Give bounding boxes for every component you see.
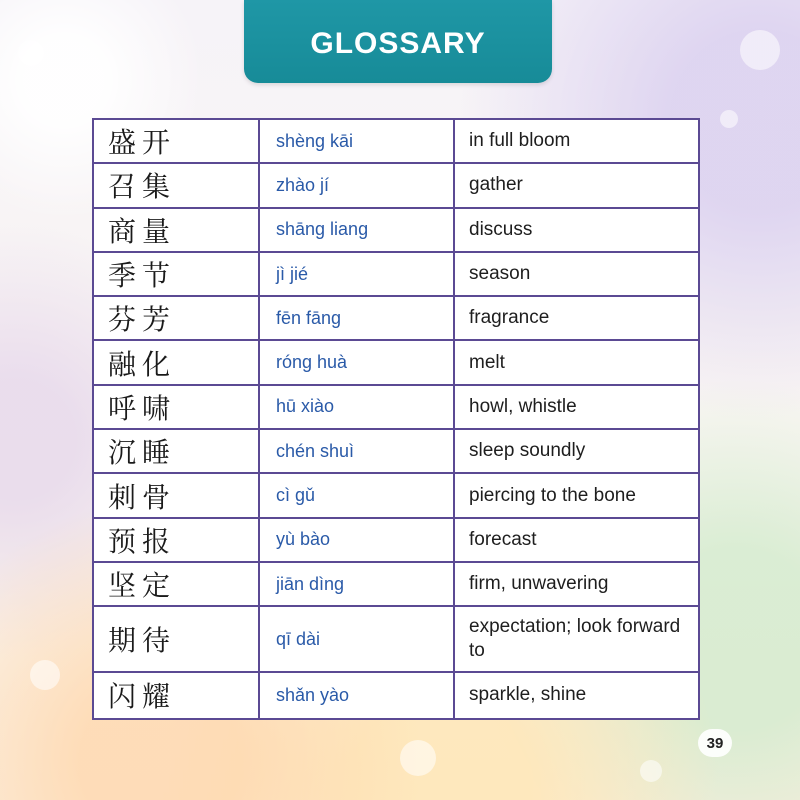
hanzi-cell: 刺骨 [94, 474, 260, 516]
pinyin-cell: jiān dìng [260, 563, 455, 605]
table-row [94, 253, 698, 297]
pinyin-cell: shāng liang [260, 209, 455, 251]
english-cell: sleep soundly [469, 440, 586, 462]
english-cell: fragrance [469, 307, 550, 329]
hanzi-cell: 呼啸 [94, 386, 260, 428]
hanzi-cell: 沉睡 [94, 430, 260, 472]
english-cell: forecast [469, 528, 537, 550]
pinyin-cell: shèng kāi [260, 120, 455, 162]
table-row [94, 341, 698, 385]
table-row [94, 563, 698, 607]
english-cell: season [469, 263, 531, 285]
table-row [94, 297, 698, 341]
english-cell: sparkle, shine [469, 684, 587, 706]
hanzi-cell: 芬芳 [94, 297, 260, 339]
pinyin-cell: fēn fāng [260, 297, 455, 339]
hanzi-cell: 召集 [94, 164, 260, 206]
table-row [94, 430, 698, 474]
english-cell: in full bloom [469, 130, 571, 152]
pinyin-cell: zhào jí [260, 164, 455, 206]
pinyin-cell: jì jié [260, 253, 455, 295]
pinyin-cell: yù bào [260, 519, 455, 561]
hanzi-cell: 坚定 [94, 563, 260, 605]
hanzi-cell: 闪耀 [94, 673, 260, 717]
hanzi-cell: 商量 [94, 209, 260, 251]
english-cell: discuss [469, 218, 533, 240]
pinyin-cell: cì gǔ [260, 474, 455, 516]
english-cell: expectation; look forward to [469, 616, 681, 662]
page-number: 39 [698, 729, 732, 757]
table-row [94, 120, 698, 164]
table-row [94, 164, 698, 208]
pinyin-cell: hū xiào [260, 386, 455, 428]
table-row [94, 474, 698, 518]
english-cell: gather [469, 174, 523, 196]
english-cell: firm, unwavering [469, 573, 609, 595]
pinyin-cell: shǎn yào [260, 673, 455, 717]
table-row [94, 209, 698, 253]
table-row [94, 386, 698, 430]
table-row [94, 673, 698, 717]
hanzi-cell: 盛开 [94, 120, 260, 162]
glossary-table [92, 118, 700, 720]
hanzi-cell: 融化 [94, 341, 260, 383]
hanzi-cell: 季节 [94, 253, 260, 295]
english-cell: melt [469, 351, 505, 373]
table-row [94, 607, 698, 673]
table-row [94, 519, 698, 563]
english-cell: piercing to the bone [469, 484, 636, 506]
hanzi-cell: 预报 [94, 519, 260, 561]
pinyin-cell: chén shuì [260, 430, 455, 472]
glossary-title-tab [244, 0, 552, 83]
english-cell: howl, whistle [469, 395, 577, 417]
page-title: GLOSSARY [310, 26, 486, 60]
pinyin-cell: róng huà [260, 341, 455, 383]
hanzi-cell: 期待 [94, 607, 260, 671]
pinyin-cell: qī dài [260, 607, 455, 671]
